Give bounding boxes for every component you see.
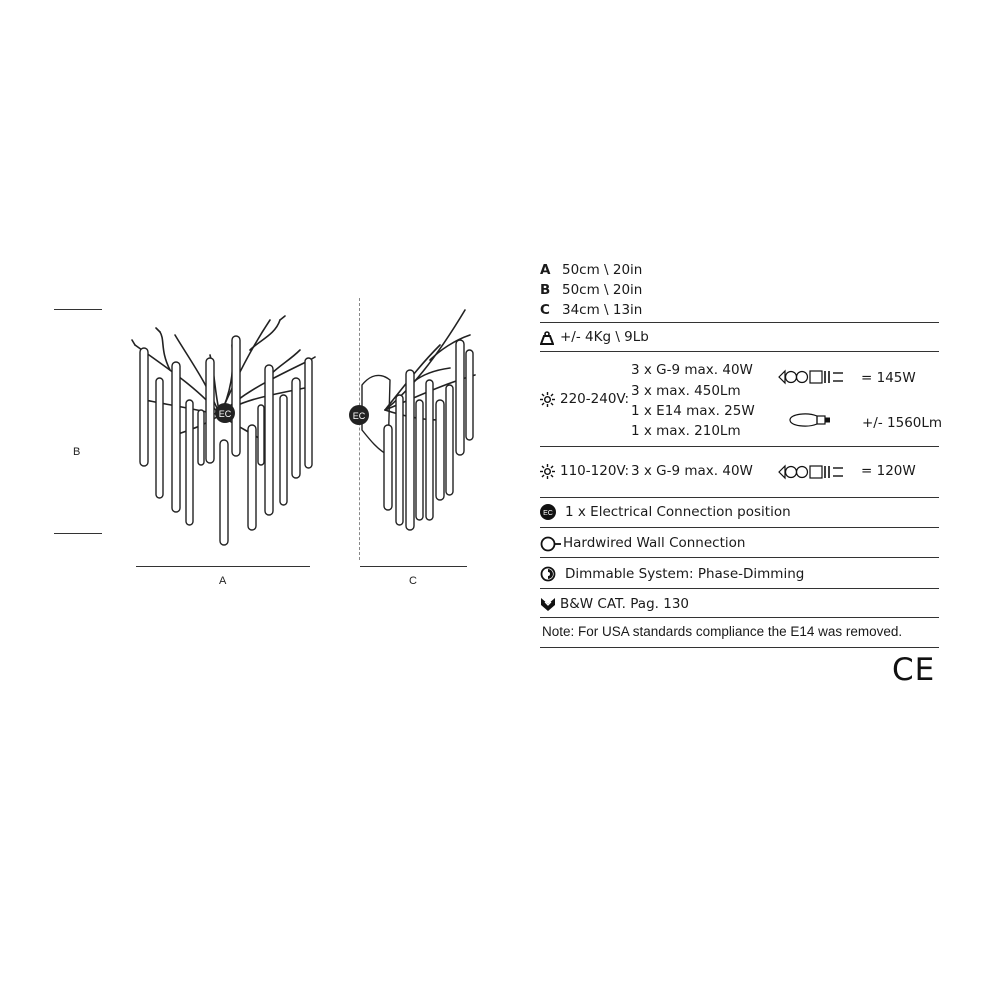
catalog-logo-icon xyxy=(540,596,556,612)
voltage-220-line-1: 3 x G-9 max. 40W xyxy=(631,362,753,378)
divider xyxy=(540,647,939,648)
ec-text: 1 x Electrical Connection position xyxy=(565,504,791,520)
side-ec-marker: EC xyxy=(352,411,366,421)
hardwired-text: Hardwired Wall Connection xyxy=(563,535,746,551)
dimension-value-b: 50cm \ 20in xyxy=(562,282,643,298)
dimension-letter-b: B xyxy=(540,282,551,298)
e14-bulb-icon xyxy=(787,411,835,429)
svg-text:EC: EC xyxy=(543,510,553,517)
voltage-220-total-power: = 145W xyxy=(861,370,916,386)
front-ec-marker: EC xyxy=(218,409,232,419)
voltage-220-label: 220-240V: xyxy=(560,391,630,407)
dimmable-text: Dimmable System: Phase-Dimming xyxy=(565,566,805,582)
divider xyxy=(540,446,939,447)
voltage-220-block xyxy=(540,362,943,442)
divider xyxy=(540,557,939,558)
voltage-220-total-lumen: +/- 1560Lm xyxy=(862,415,943,431)
divider xyxy=(540,588,939,589)
voltage-220-line-2: 3 x max. 450Lm xyxy=(631,383,741,399)
divider xyxy=(540,527,939,528)
divider xyxy=(540,351,939,352)
voltage-220-line-4: 1 x max. 210Lm xyxy=(631,423,741,439)
hardwired-icon xyxy=(540,535,562,553)
dimension-letter-a: A xyxy=(540,262,551,278)
voltage-110-label: 110-120V: xyxy=(560,463,630,479)
light-icon xyxy=(540,392,555,407)
dimension-value-a: 50cm \ 20in xyxy=(562,262,643,278)
note-text: Note: For USA standards compliance the E14 was removed. xyxy=(542,624,903,639)
voltage-110-line: 3 x G-9 max. 40W xyxy=(631,463,753,479)
dim-a-label: A xyxy=(219,575,227,587)
g9-bulb-icon xyxy=(777,463,847,481)
dimension-value-c: 34cm \ 13in xyxy=(562,302,643,318)
ec-icon xyxy=(540,504,556,520)
voltage-220-line-3: 1 x E14 max. 25W xyxy=(631,403,755,419)
light-icon xyxy=(540,464,555,479)
dim-b-label: B xyxy=(73,446,81,458)
weight-icon xyxy=(540,331,554,345)
voltage-110-total-power: = 120W xyxy=(861,463,916,479)
dimension-letter-c: C xyxy=(540,302,550,318)
ce-mark: CE xyxy=(892,652,936,688)
divider xyxy=(540,497,939,498)
weight-value: +/- 4Kg \ 9Lb xyxy=(560,329,649,345)
dimmer-icon xyxy=(540,566,556,582)
divider xyxy=(540,322,939,323)
dim-c-label: C xyxy=(409,575,417,587)
divider xyxy=(540,617,939,618)
catalog-text: B&W CAT. Pag. 130 xyxy=(560,596,689,612)
g9-bulb-icon xyxy=(777,368,847,386)
